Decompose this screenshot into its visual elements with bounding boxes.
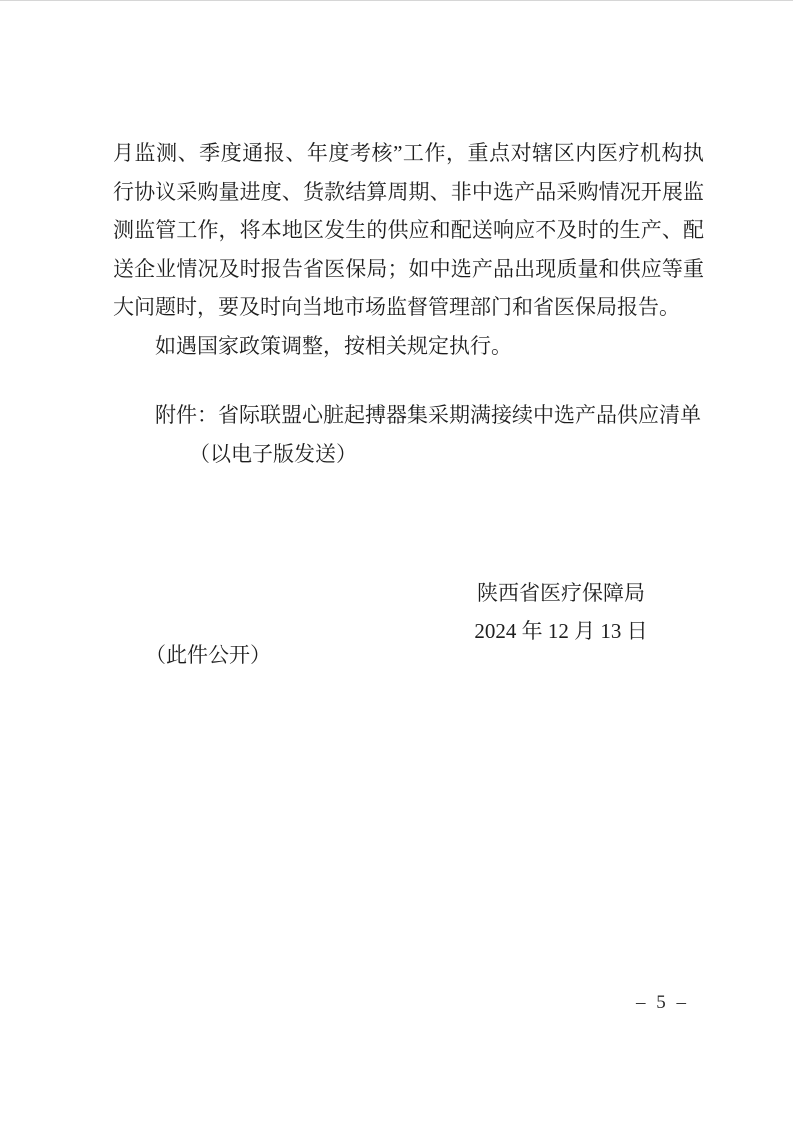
attachment-delivery-note: （以电子版发送） <box>189 441 357 466</box>
page-number: – 5 – <box>636 992 689 1013</box>
issue-date: 2024 年 12 月 13 日 <box>474 619 648 643</box>
document-body <box>113 134 704 365</box>
issuer-name: 陕西省医疗保障局 <box>477 581 645 605</box>
publicity-note: （此件公开） <box>145 643 271 667</box>
attachment-title: 附件：省际联盟心脏起搏器集采期满接续中选产品供应清单 <box>155 403 701 427</box>
paragraph-monitoring-requirements: 月监测、季度通报、年度考核”工作，重点对辖区内医疗机构执行协议采购量进度、货款结算周期、非中选产品采购情况开展监测监管工作，将本地区发生的供应和配送响应不及时的生产、配送企业情况及时报告省医保局；如中选产品出现质量和供应等重大问题时，要及时向当地市场监督管理部门和省医保局报告。 <box>113 141 704 319</box>
scan-artifact-top-edge <box>0 0 793 1</box>
paragraph-policy-adjustment-note: 如遇国家政策调整，按相关规定执行。 <box>155 333 512 358</box>
signature-block <box>472 574 650 650</box>
attachment-block <box>113 396 713 473</box>
